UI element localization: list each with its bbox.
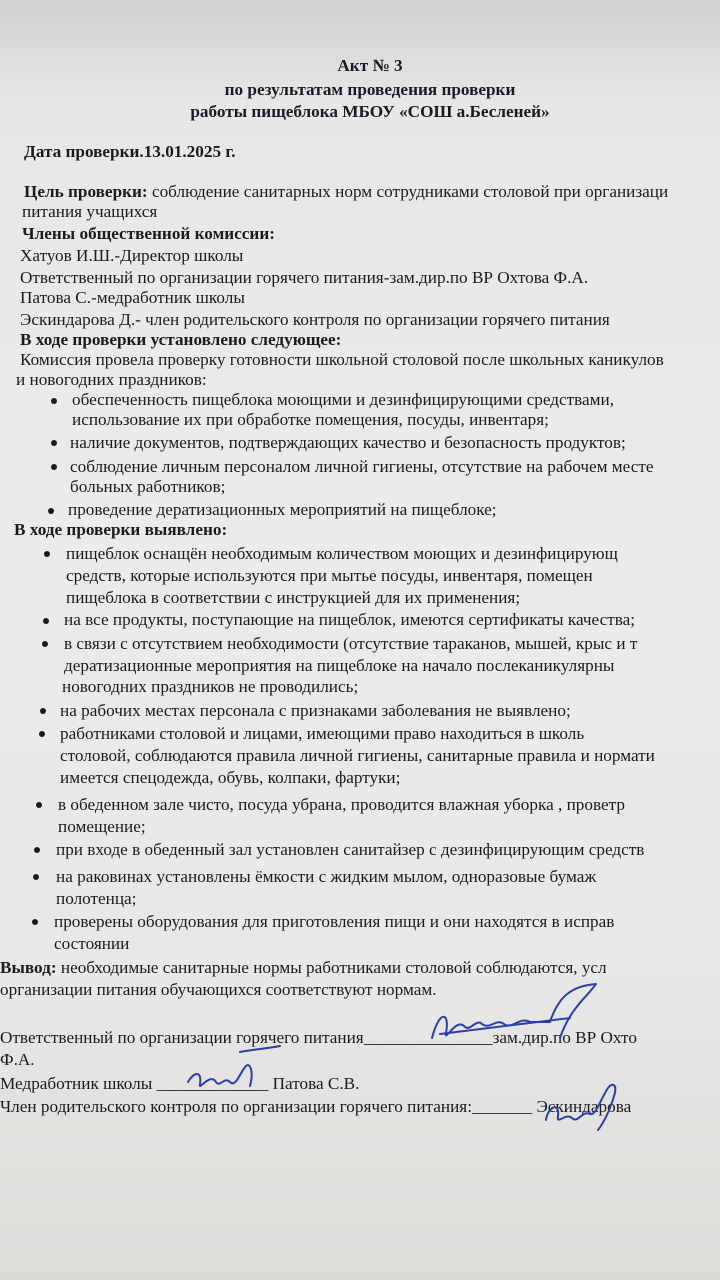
bullet-dot xyxy=(51,440,57,446)
handwritten-signature-medic xyxy=(180,1042,290,1102)
conclusion-line xyxy=(0,958,607,978)
found-item: при входе в обеденный зал установлен санитайзер с дезинфицирующим средств xyxy=(56,840,645,859)
document-title: Акт № 3 xyxy=(337,56,403,75)
bullet-dot xyxy=(33,874,39,880)
found-item-cont: полотенца; xyxy=(56,889,137,908)
signature-blank: _____________ xyxy=(156,1074,269,1093)
signature-line-responsible-cont: Ф.А. xyxy=(0,1050,35,1069)
bullet-dot xyxy=(42,641,48,647)
found-item-cont: помещение; xyxy=(58,817,146,836)
found-title: В ходе проверки выявлено: xyxy=(14,520,228,539)
member-item: Эскиндарова Д.- член родительского контроля по организации горячего питания xyxy=(20,310,610,329)
established-item: соблюдение личным персоналом личной гигиены, отсутствие на рабочем месте xyxy=(70,457,654,476)
established-item-cont: больных работников; xyxy=(70,477,226,496)
found-item: пищеблок оснащён необходимым количеством моющих и дезинфицирующ xyxy=(66,544,618,563)
member-item: Ответственный по организации горячего питания-зам.дир.по ВР Охтова Ф.А. xyxy=(20,268,589,287)
signature-blank: _______________ xyxy=(363,1028,493,1047)
bullet-dot xyxy=(51,464,57,470)
found-item: проверены оборудования для приготовления пищи и они находятся в исправ xyxy=(54,912,615,931)
found-item: на все продукты, поступающие на пищеблок, имеются сертификаты качества; xyxy=(64,610,636,629)
found-item-cont: столовой, соблюдаются правила личной гигиены, санитарные правила и нормати xyxy=(60,746,655,765)
found-item-cont: новогодних праздников не проводились; xyxy=(62,677,359,696)
established-title: В ходе проверки установлено следующее: xyxy=(20,330,342,349)
bullet-dot xyxy=(44,551,50,557)
established-item-cont: использование их при обработке помещения, посуды, инвентаря; xyxy=(72,410,549,429)
conclusion-text-cont: организации питания обучающихся соответствуют нормам. xyxy=(0,980,437,999)
document-subtitle: по результатам проведения проверки xyxy=(224,80,516,99)
document-subtitle-school: работы пищеблока МБОУ «СОШ а.Бесленей» xyxy=(190,102,550,121)
goal-label: Цель проверки: xyxy=(24,182,148,201)
signature-person: Патова С.В. xyxy=(268,1074,360,1093)
members-title: Члены общественной комиссии: xyxy=(22,224,275,243)
signature-blank: _______ xyxy=(471,1097,533,1116)
conclusion-text: необходимые санитарные нормы работниками столовой соблюдаются, усл xyxy=(56,958,607,977)
bullet-dot xyxy=(39,731,45,737)
signature-line-parent xyxy=(0,1097,631,1117)
found-item-cont: пищеблока в соответствии с инструкцией для их применения; xyxy=(66,588,521,607)
signature-role: Член родительского контроля по организации горячего питания: xyxy=(0,1097,472,1116)
bullet-dot xyxy=(36,802,42,808)
goal-line xyxy=(24,182,668,202)
bullet-dot xyxy=(34,847,40,853)
inspection-date: Дата проверки.13.01.2025 г. xyxy=(24,142,236,161)
goal-text-cont: питания учащихся xyxy=(22,202,158,221)
established-item: обеспеченность пищеблока моющими и дезинфицирующими средствами, xyxy=(72,390,615,409)
goal-text: соблюдение санитарных норм сотрудниками столовой при организаци xyxy=(147,182,669,201)
established-intro: Комиссия провела проверку готовности школьной столовой после школьных каникулов xyxy=(20,350,664,369)
established-item: наличие документов, подтверждающих качество и безопасность продуктов; xyxy=(70,433,626,452)
bullet-dot xyxy=(40,708,46,714)
found-item: на рабочих местах персонала с признаками заболевания не выявлено; xyxy=(60,701,571,720)
found-item-cont: дератизационные мероприятия на пищеблоке на начало послеканикулярны xyxy=(64,656,615,675)
bullet-dot xyxy=(48,508,54,514)
signature-role: Медработник школы xyxy=(0,1074,157,1093)
signature-person: зам.дир.по ВР Охто xyxy=(492,1028,637,1047)
found-item: на раковинах установлены ёмкости с жидким мылом, одноразовые бумаж xyxy=(56,867,597,886)
found-item-cont: имеется спецодежда, обувь, колпаки, фартуки; xyxy=(60,768,401,787)
bullet-dot xyxy=(43,618,49,624)
established-item: проведение дератизационных мероприятий на пищеблоке; xyxy=(68,500,497,519)
member-item: Хатуов И.Ш.-Директор школы xyxy=(20,246,244,265)
found-item: работниками столовой и лицами, имеющими право находиться в школь xyxy=(60,724,585,743)
established-intro-cont: и новогодних праздников: xyxy=(16,370,207,389)
handwritten-signature-responsible xyxy=(420,978,610,1058)
signature-person: Эскиндарова xyxy=(532,1097,632,1116)
signature-role: Ответственный по организации горячего питания xyxy=(0,1028,364,1047)
found-item: в связи с отсутствием необходимости (отсутствие тараканов, мышей, крыс и т xyxy=(64,634,638,653)
bullet-dot xyxy=(32,919,38,925)
found-item-cont: состоянии xyxy=(54,934,130,953)
found-item-cont: средств, которые используются при мытье посуды, инвентаря, помещен xyxy=(66,566,593,585)
member-item: Патова С.-медработник школы xyxy=(20,288,245,307)
bullet-dot xyxy=(51,398,57,404)
conclusion-label: Вывод: xyxy=(0,958,57,977)
found-item: в обеденном зале чисто, посуда убрана, проводится влажная уборка , проветр xyxy=(58,795,625,814)
handwritten-signature-parent xyxy=(538,1076,628,1136)
